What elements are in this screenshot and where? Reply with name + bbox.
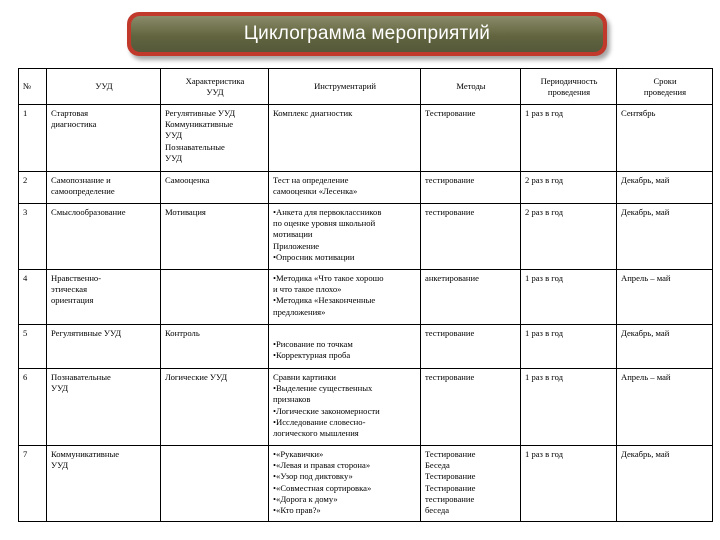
table-row <box>19 204 713 270</box>
title-banner-inner <box>131 16 603 52</box>
row-term: Декабрь, май <box>617 446 713 522</box>
row-methods: анкетирование <box>421 270 521 325</box>
row-number: 5 <box>19 325 47 369</box>
row-methods: тестирование <box>421 325 521 369</box>
row-uud: Стартовая диагностика <box>47 105 161 172</box>
header-methods: Методы <box>421 69 521 105</box>
row-characteristic: Мотивация <box>161 204 269 270</box>
row-periodicity: 1 раз в год <box>521 446 617 522</box>
row-uud: Регулятивные УУД <box>47 325 161 369</box>
row-number: 4 <box>19 270 47 325</box>
header-characteristic: Характеристика УУД <box>161 69 269 105</box>
title-banner <box>127 12 607 56</box>
header-tools: Инструментарий <box>269 69 421 105</box>
row-tools: • Рисование по точкам • Корректурная проба <box>269 325 421 369</box>
row-number: 7 <box>19 446 47 522</box>
row-tools: • Анкета для первоклассников по оценке уровня школьной мотивации Приложение • Опросник мотивации <box>269 204 421 270</box>
row-term: Декабрь, май <box>617 204 713 270</box>
row-periodicity: 1 раз в год <box>521 325 617 369</box>
header-periodicity: Периодичность проведения <box>521 69 617 105</box>
row-periodicity: 1 раз в год <box>521 270 617 325</box>
row-periodicity: 1 раз в год <box>521 369 617 446</box>
table-header-row <box>19 69 713 105</box>
header-uud: УУД <box>47 69 161 105</box>
row-number: 3 <box>19 204 47 270</box>
row-methods: тестирование <box>421 369 521 446</box>
row-tools: • «Рукавички» • «Левая и правая сторона» • «Узор под диктовку» • «Совместная сортировка» • «Дорога к дому» • «Кто прав?» <box>269 446 421 522</box>
row-characteristic: Регулятивные УУД Коммуникативные УУД Познавательные УУД <box>161 105 269 172</box>
row-term: Апрель – май <box>617 270 713 325</box>
row-term: Сентябрь <box>617 105 713 172</box>
row-methods: тестирование <box>421 204 521 270</box>
table-row <box>19 172 713 204</box>
row-characteristic: Самооценка <box>161 172 269 204</box>
row-tools: • Методика «Что такое хорошо и что такое плохо» • Методика «Незаконченные предложения» <box>269 270 421 325</box>
row-methods: Тестирование Беседа Тестирование Тестирование тестирование беседа <box>421 446 521 522</box>
row-term: Декабрь, май <box>617 172 713 204</box>
row-characteristic: Логические УУД <box>161 369 269 446</box>
row-tools: Сравни картинки • Выделение существенных признаков • Логические закономерности • Исследование словесно- логического мышления <box>269 369 421 446</box>
row-characteristic <box>161 446 269 522</box>
row-periodicity: 1 раз в год <box>521 105 617 172</box>
row-number: 2 <box>19 172 47 204</box>
row-characteristic: Контроль <box>161 325 269 369</box>
events-table <box>18 68 713 522</box>
row-term: Декабрь, май <box>617 325 713 369</box>
row-periodicity: 2 раз в год <box>521 172 617 204</box>
row-number: 1 <box>19 105 47 172</box>
row-tools: Комплекс диагностик <box>269 105 421 172</box>
table-row <box>19 369 713 446</box>
row-tools: Тест на определение самооценки «Лесенка» <box>269 172 421 204</box>
table-row <box>19 446 713 522</box>
header-terms: Сроки проведения <box>617 69 713 105</box>
row-number: 6 <box>19 369 47 446</box>
row-uud: Познавательные УУД <box>47 369 161 446</box>
header-number: № <box>19 69 47 105</box>
row-uud: Самопознание и самоопределение <box>47 172 161 204</box>
row-term: Апрель – май <box>617 369 713 446</box>
row-uud: Нравственно- этическая ориентация <box>47 270 161 325</box>
row-characteristic <box>161 270 269 325</box>
row-methods: Тестирование <box>421 105 521 172</box>
table-row <box>19 270 713 325</box>
row-methods: тестирование <box>421 172 521 204</box>
page-title: Циклограмма мероприятий <box>243 23 491 44</box>
table-row <box>19 325 713 369</box>
row-uud: Коммуникативные УУД <box>47 446 161 522</box>
row-periodicity: 2 раз в год <box>521 204 617 270</box>
row-uud: Смыслообразование <box>47 204 161 270</box>
table-row <box>19 105 713 172</box>
